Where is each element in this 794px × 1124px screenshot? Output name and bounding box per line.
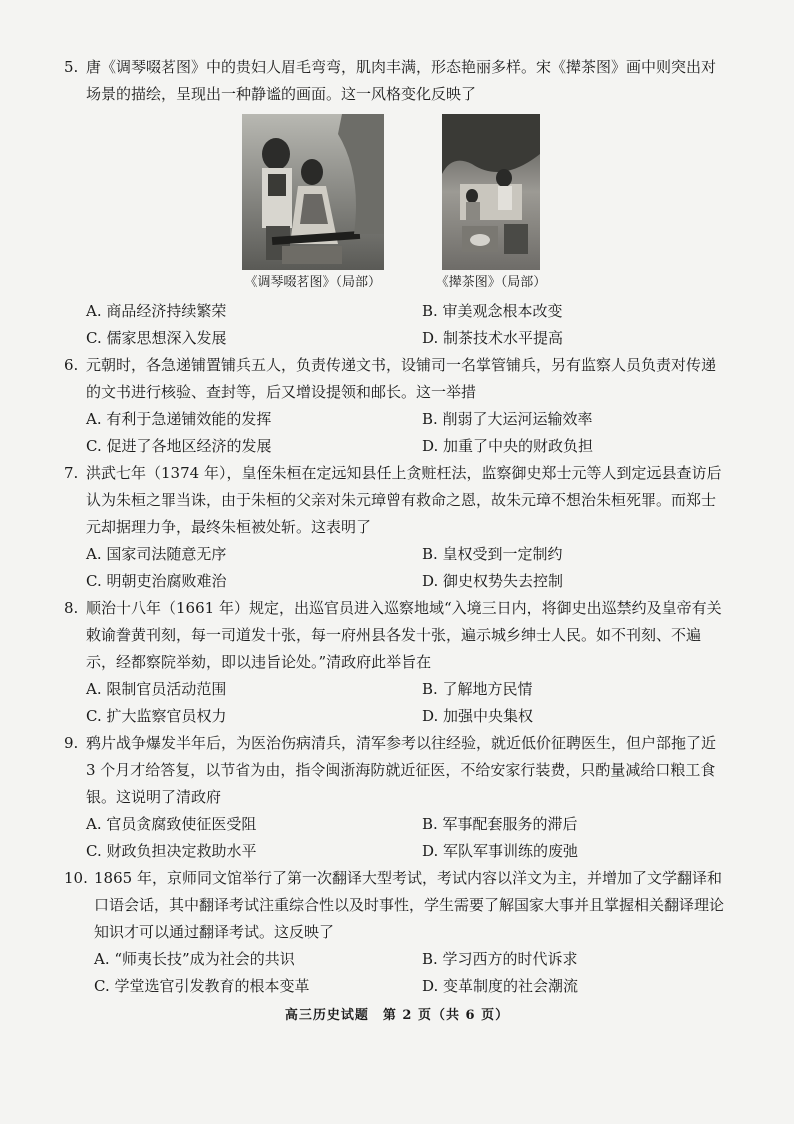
option-c[interactable]: C. 扩大监察官员权力 bbox=[86, 707, 227, 725]
option-d[interactable]: D. 御史权势失去控制 bbox=[422, 572, 564, 590]
options bbox=[64, 946, 724, 1000]
option-a[interactable]: A. “师夷长技”成为社会的共识 bbox=[94, 950, 295, 968]
option-d[interactable]: D. 制茶技术水平提高 bbox=[422, 329, 564, 347]
question-text: 元朝时，各急递铺置铺兵五人，负责传递文书，设铺司一名掌管铺兵，另有监察人员负责对传递的文书进行核验、查封等，后又增设提领和邮长。这一举措 bbox=[86, 356, 717, 401]
question-stem bbox=[64, 352, 724, 406]
option-c[interactable]: C. 明朝吏治腐败难治 bbox=[86, 572, 227, 590]
options bbox=[64, 541, 724, 595]
painting-niancha-image bbox=[442, 114, 540, 270]
question-text: 唐《调琴啜茗图》中的贵妇人眉毛弯弯，肌肉丰满，形态艳丽多样。宋《撵茶图》画中则突出对场景的描绘，呈现出一种静谧的画面。这一风格变化反映了 bbox=[86, 58, 717, 103]
figure-caption: 《调琴啜茗图》（局部） bbox=[244, 275, 381, 290]
question-number: 5. bbox=[64, 58, 79, 76]
option-a[interactable]: A. 官员贪腐致使征医受阻 bbox=[86, 815, 257, 833]
question-stem bbox=[64, 54, 724, 108]
option-a[interactable]: A. 限制官员活动范围 bbox=[86, 680, 227, 698]
option-b[interactable]: B. 军事配套服务的滞后 bbox=[422, 815, 578, 833]
option-b[interactable]: B. 削弱了大运河运输效率 bbox=[422, 410, 593, 428]
question-text: 1865 年，京师同文馆举行了第一次翻译大型考试，考试内容以洋文为主，并增加了文学翻译和口语会话，其中翻译考试注重综合性以及时事性，学生需要了解国家大事并且掌握相关翻译理论知识才可以通过翻译考试。这反映了 bbox=[94, 869, 725, 941]
question-8 bbox=[64, 595, 724, 730]
options bbox=[64, 298, 724, 352]
question-text: 鸦片战争爆发半年后，为医治伤病清兵，清军参考以往经验，就近低价征聘医生，但户部拖了近 3 个月才给答复，以节省为由，指令闽浙海防就近征医，不给安家行装费，只酌量减给口粮工食银。这说明了清政府 bbox=[86, 734, 717, 806]
option-b[interactable]: B. 了解地方民情 bbox=[422, 680, 533, 698]
option-c[interactable]: C. 学堂选官引发教育的根本变革 bbox=[94, 977, 310, 995]
question-9 bbox=[64, 730, 724, 865]
question-text: 洪武七年（1374 年），皇侄朱桓在定远知县任上贪赃枉法，监察御史郑士元等人到定远县查访后认为朱桓之罪当诛，由于朱桓的父亲对朱元璋曾有救命之恩，故朱元璋不想治朱桓死罪。而郑士元却据理力争，最终朱桓被处斩。这表明了 bbox=[86, 464, 722, 536]
option-c[interactable]: C. 促进了各地区经济的发展 bbox=[86, 437, 272, 455]
question-10 bbox=[64, 865, 724, 1000]
figure-caption: 《撵茶图》（局部） bbox=[435, 275, 547, 290]
question-number: 10. bbox=[64, 869, 88, 887]
questions-area bbox=[64, 54, 724, 1000]
question-stem bbox=[64, 730, 724, 811]
question-number: 8. bbox=[64, 599, 79, 617]
question-6 bbox=[64, 352, 724, 460]
option-c[interactable]: C. 儒家思想深入发展 bbox=[86, 329, 227, 347]
option-c[interactable]: C. 财政负担决定救助水平 bbox=[86, 842, 257, 860]
option-a[interactable]: A. 商品经济持续繁荣 bbox=[86, 302, 227, 320]
options bbox=[64, 406, 724, 460]
question-7 bbox=[64, 460, 724, 595]
question-text: 顺治十八年（1661 年）规定，出巡官员进入巡察地域“入境三日内，将御史出巡禁约及皇帝有关敕谕誊黄刊刻，每一司道发十张，每一府州县各发十张，遍示城乡绅士人民。如不刊刻、不遍示，经都察院举劾，即以违旨论处。”清政府此举旨在 bbox=[86, 599, 722, 671]
question-5 bbox=[64, 54, 724, 352]
option-a[interactable]: A. 国家司法随意无序 bbox=[86, 545, 227, 563]
question-stem bbox=[64, 595, 724, 676]
question-number: 9. bbox=[64, 734, 79, 752]
question-number: 6. bbox=[64, 356, 79, 374]
option-b[interactable]: B. 学习西方的时代诉求 bbox=[422, 950, 578, 968]
option-b[interactable]: B. 皇权受到一定制约 bbox=[422, 545, 563, 563]
option-d[interactable]: D. 加强中央集权 bbox=[422, 707, 534, 725]
painting-tiaoqin-image bbox=[242, 114, 384, 270]
page-footer: 高三历史试题 第 2 页（共 6 页） bbox=[284, 1008, 510, 1023]
question-stem bbox=[64, 460, 724, 541]
figure-tiaoqin bbox=[242, 114, 384, 294]
option-a[interactable]: A. 有利于急递铺效能的发挥 bbox=[86, 410, 272, 428]
question-stem bbox=[64, 865, 724, 946]
figure-niancha bbox=[436, 114, 547, 294]
options bbox=[64, 676, 724, 730]
question-number: 7. bbox=[64, 464, 79, 482]
options bbox=[64, 811, 724, 865]
option-d[interactable]: D. 军队军事训练的废弛 bbox=[422, 842, 579, 860]
option-b[interactable]: B. 审美观念根本改变 bbox=[422, 302, 563, 320]
option-d[interactable]: D. 变革制度的社会潮流 bbox=[422, 977, 579, 995]
figures-row bbox=[64, 114, 724, 294]
option-d[interactable]: D. 加重了中央的财政负担 bbox=[422, 437, 594, 455]
